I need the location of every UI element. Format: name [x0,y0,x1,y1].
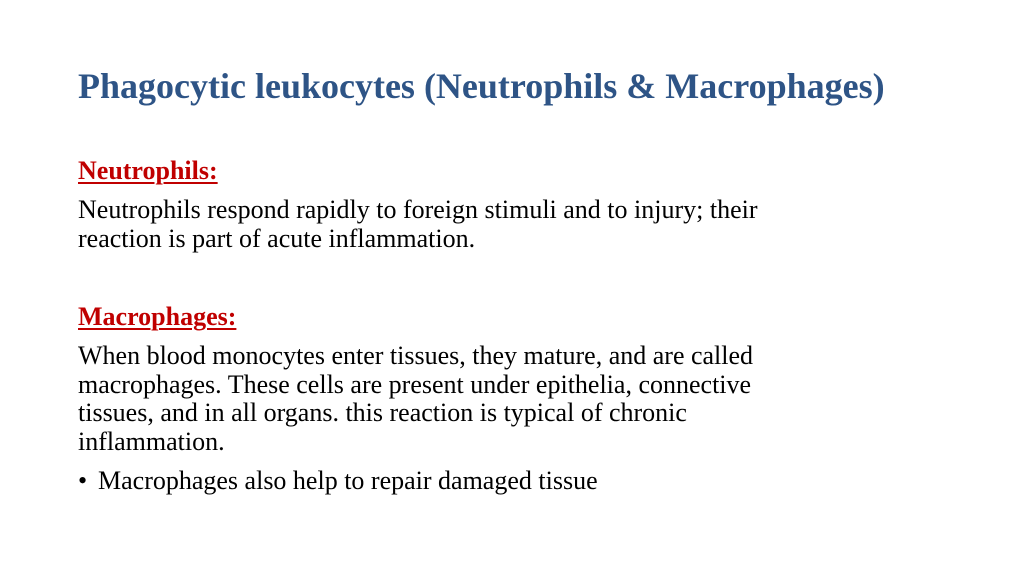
paragraph-line: tissues, and in all organs. this reaction is typical of chronic [78,398,687,427]
paragraph-line: When blood monocytes enter tissues, they mature, and are called [78,341,754,370]
macrophages-heading: Macrophages: [78,302,237,331]
paragraph-line: reaction is part of acute inflammation. [78,223,476,253]
bullet-icon: • [78,466,88,495]
bullet-text: Macrophages also help to repair damaged tissue [98,466,598,495]
macrophages-paragraph [78,342,898,456]
macrophages-bullet [78,466,598,496]
paragraph-line: macrophages. These cells are present under epithelia, connective [78,369,752,399]
slide-title: Phagocytic leukocytes (Neutrophils & Macrophages) [78,66,885,106]
neutrophils-paragraph [78,196,898,253]
paragraph-line: Neutrophils respond rapidly to foreign stimuli and to injury; their [78,195,758,224]
paragraph-line: inflammation. [78,426,225,456]
neutrophils-heading: Neutrophils: [78,156,218,185]
